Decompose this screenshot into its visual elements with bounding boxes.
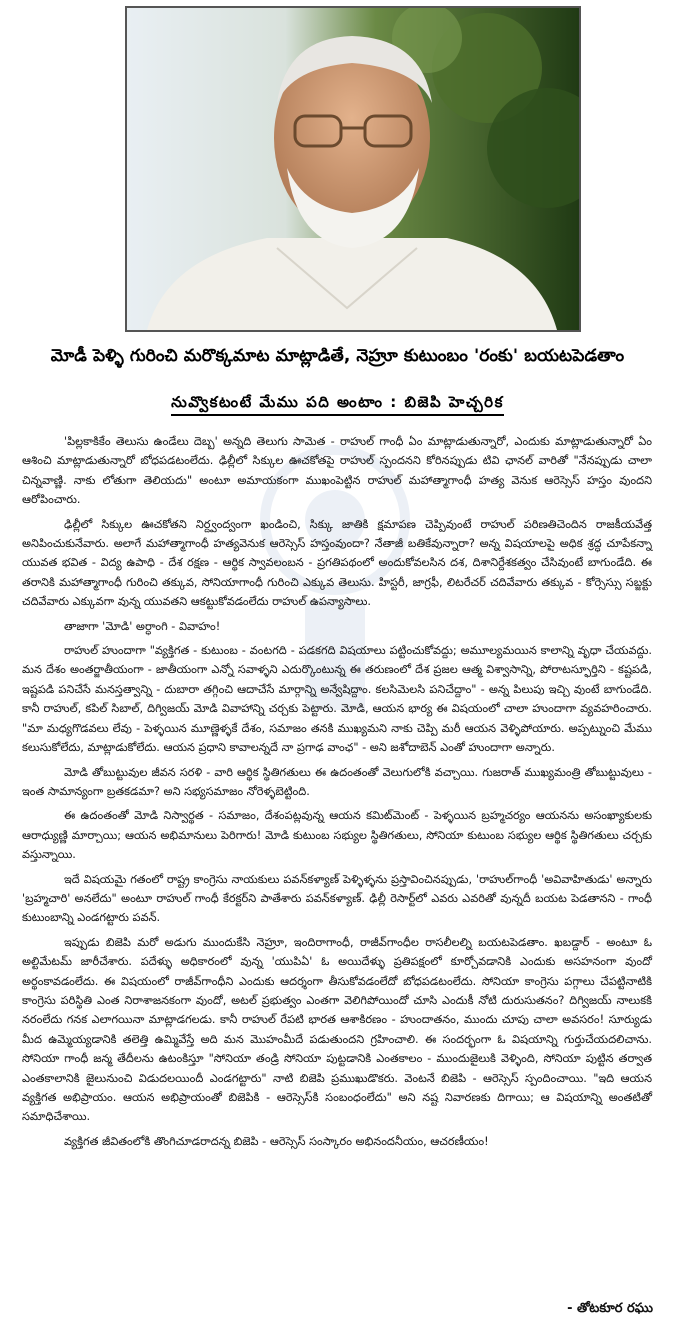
article-paragraph: రాహుల్ హుందాగా "వ్యక్తిగత - కుటుంబ - వంటగది - పడకగది విషయాలు పట్టించుకోవద్దు; అమూల్యమయిన కాలాన్ని వృధా చేయవద్దు. మన దేశం అంతర్జాతీయంగా - జాతీయంగా ఎన్నో సవాళ్ళని ఎదుర్కొంటున్న ఈ తరుణంలో దేశ ప్రజల ఆత్మ విశ్వాసాన్ని, పోరాటస్ఫూర్తిని - కష్టపడి, ఇష్టపడి పనిచేసే మనస్తత్వాన్ని - దుబారా తగ్గించి ఆదాచేసే మార్గాన్ని అన్వేషిద్దాం. కలసిమెలసి పనిచేద్దాం" - అన్న పిలుపు ఇచ్చి వుంటే బాగుండేది. కానీ రాహుల్, కపిల్ సిబాల్, దిగ్విజయ్ మోడి వివాహాన్ని చర్చకు పెట్టారు. మోడి, ఆయన భార్య ఈ విషయంలో చాలా హుందాగా వ్యవహరించారు. "మా మధ్యగొడవలు లేవు - పెళ్ళయిన మూణ్ణెళ్ళకే దేశం, సమాజం తనకి ముఖ్యమని నాకు చెప్పి మరీ ఆయన వెళ్ళిపోయారు. అప్పట్నుంచి మేము కలుసుకోలేదు, మాట్లాడుకోలేదు. ఆయన ప్రధాని కావాలన్నదే నా ప్రగాఢ వాంఛ" - అని జశోదాబెన్ ఎంతో హుందాగా అన్నారు.: [22, 644, 652, 755]
subheadline-text: నువ్వొకటంటే మేము పది అంటాం : బిజెపి హెచ్చరిక: [171, 393, 504, 416]
article-paragraph: ఈ ఉదంతంతో మోడి నిస్వార్థత - సమాజం, దేశంపట్లవున్న ఆయన కమిట్‌మెంట్ - పెళ్ళయిన బ్రహ్మచర్యం ఆయనను అసంఖ్యాకులకు ఆరాధ్యుణ్ణి మార్చాయి; ఆయన అభిమానులు పెరిగారు! మోడి కుటుంబ సభ్యుల స్థితిగతులు, సోనియా కుటుంబ సభ్యుల ఆర్థిక స్థితిగతులు చర్చకు వస్తున్నాయి.: [22, 809, 652, 862]
article-paragraph: ఇదే విషయమై గతంలో రాష్ట్ర కాంగ్రెసు నాయకులు పవన్‌కళ్యాణ్ పెళ్ళిళ్ళను ప్రస్తావించినప్పుడు, 'రాహుల్‌గాంధీ 'అవివాహితుడు' అన్నారు 'బ్రహ్మచారి' అనలేదు" అంటూ రాహుల్ గాంధీ కేరక్టర్‌ని పాతేశారు పవన్‌కళ్యాణ్. ఢిల్లీ రెసార్ట్‌లో ఎవరు ఎవరితో వున్నదీ బయట పెడతానని - గాంధీ కుటుంబాన్ని ఎండగట్టారు పవన్.: [22, 872, 652, 925]
article-paragraph: తాజాగా 'మోడి' అర్ధాంగి - వివాహం!: [64, 619, 221, 633]
article-paragraph: మోడి తోబుట్టువుల జీవన సరళి - వారి ఆర్థిక స్థితిగతులు ఈ ఉదంతంతో వెలుగులోకి వచ్చాయి. గుజరాత్ ముఖ్యమంత్రి తోబుట్టువులు - ఇంత సామాన్యంగా బ్రతకడమా? అని సభ్యసమాజం నోరెళ్ళబెట్టింది.: [22, 765, 652, 798]
article-paragraph: ఇప్పుడు బిజెపి మరో అడుగు ముందుకేసి నెహ్రూ, ఇందిరాగాంధీ, రాజీవ్‌గాంధీల రాసలీలల్ని బయటపెడతాం. ఖబడ్దార్ - అంటూ ఓ అల్టిమేటమ్ జారీచేశారు. పదేళ్ళు అధికారంలో వున్న 'యుపిఏ' ఓ అయిదేళ్ళు ప్రతిపక్షంలో కూర్చోవడానికి ఎందుకు అసహనంగా వుందో అర్థంకావడంలేదు. ఈ విషయంలో రాజీవ్‌గాంధీని ఎందుకు ఆదర్శంగా తీసుకోవడంలేదో బోధపడటంలేదు. సోనియా కాంగ్రెసు పగ్గాలు చేపట్టినాటికి కాంగ్రెసు పరిస్థితి ఎంత నిరాశాజనకంగా వుందో, అటల్ ప్రభుత్వం ఎంతగా వెలిగిపోయిందో చూసి ఎందుకీ నోటి దురుసుతనం? దిగ్విజయ్ నాలుకకి నరంలేదు గనక ఎలాగయినా మాట్లాడగలడు. కానీ రాహుల్ రేపటి భారత ఆశాకిరణం - హుందాతనం, ముందు చూపు చాలా అవసరం! సూర్యుడు మీద ఉమ్మెయ్యడానికి తలెత్తి ఉమ్మివేస్తే అది మన మొహంమీదే పడుతుందని గ్రహించాలి. ఈ సందర్భంగా ఓ విషయాన్ని గుర్తుచేయదలిచాను. సోనియా గాంధీ జన్మ తేదీలను ఉటంకిస్తూ "సోనియా తండ్రి సోనియా పుట్టడానికి ఎంతకాలం - ముందుజైలుకి వెళ్ళింది, సోనియా పుట్టిన తర్వాత ఎంతకాలానికి జైలునుంచి విడుదలయిందీ ఎండగట్టారు" నాటి బిజెపి ప్రముఖుడొకరు. వెంటనే బిజెపి - ఆరెస్సెస్ స్పందించాయి. "ఇది ఆయన వ్యక్తిగత అభిప్రాయం. ఆయన అభిప్రాయంతో బిజెపికి - ఆరెస్సెస్‌కి సంబంధంలేదు" అని నష్ట నివారణకు దిగాయి; ఆ విషయాన్ని అంతటితో సమాధిచేశాయి.: [22, 935, 652, 1124]
article-body: [22, 432, 652, 1156]
article-headline: మోడీ పెళ్ళి గురించి మరొక్కమాట మాట్లాడితే, నెహ్రూ కుటుంబం 'రంకు' బయటపెడతాం: [50, 346, 625, 366]
article-paragraph: 'పిల్లకాకికేం తెలుసు ఉండేలు దెబ్బ' అన్నది తెలుగు సామెత - రాహుల్ గాంధీ ఏం మాట్లాడుతున్నారో, ఎందుకు మాట్లాడుతున్నారో ఏం ఆశించి మాట్లాడుతున్నారో బోధపడటంలేదు. ఢిల్లీలో సిక్కుల ఊచకోతపై రాహుల్ స్పందనని కోరినప్పుడు టివి ఛానల్ వారితో "నేనప్పుడు చాలా చిన్నవాణ్ణి. నాకు లోతుగా తెలియదు" అంటూ అమాయకంగా ముఖంపెట్టిన రాహుల్ మహాత్మాగాంధీ హత్య వెనుక ఆరెస్సెస్ హస్తం వుందని ఆరోపించారు.: [22, 435, 652, 507]
leader-portrait-photo: [125, 6, 581, 332]
author-byline: - తోటకూర రఘు: [567, 1301, 653, 1316]
article-paragraph: ఢిల్లీలో సిక్కుల ఊచకోతని నిర్ద్వంద్వంగా ఖండించి, సిక్కు జాతికి క్షమాపణ చెప్పివుంటే రాహుల్ పరిణతిచెందిన రాజకీయవేత్త అనిపించుకునేవారు. అలాగే మహాత్మాగాంధీ హత్యవెనుక ఆరెస్సెస్ హస్తంవుందా? నేతాజీ బతికేవున్నారా? అన్న విషయాలపై అధిక శ్రద్ధ చూపేకన్నా యువత భవిత - విద్య ఉపాధి - దేశ రక్షణ - ఆర్థిక స్వావలంబన - ప్రగతిపథంలో అందుకోవలసిన దశ, దిశానిర్దేశకత్వం చేసివుంటే బాగుండేది. ఈ తరానికి మహాత్మాగాంధీ గురించి తక్కువ, సోనియాగాంధీ గురించి ఎక్కువ తెలుసు. హిస్టరీ, జాగ్రఫీ, లిటరేచర్ చదివేవారు తక్కువ - కోర్సెస్సు సబ్జక్టు చదివేవారు ఎక్కువగా వున్న యువతని ఆకట్టుకోవడంలేదు రాహుల్ ఉపన్యాసాలు.: [22, 517, 652, 609]
article-paragraph: వ్యక్తిగత జీవితంలోకి తొంగిచూడరాదన్న బిజెపి - ఆరెస్సెస్ సంస్కారం అభినందనీయం, ఆచరణీయం!: [64, 1134, 489, 1148]
article-subheadline: [0, 393, 675, 415]
